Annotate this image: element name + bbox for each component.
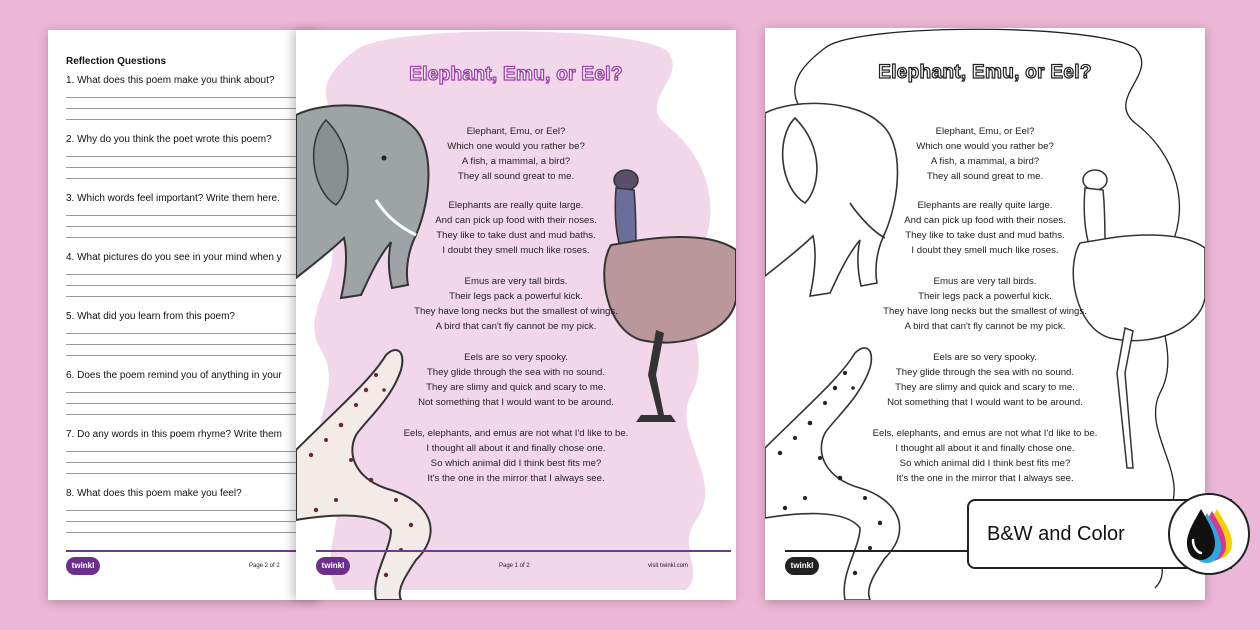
question-text: 1. What does this poem make you think about? bbox=[66, 75, 275, 86]
poem-title: Elephant, Emu, or Eel? bbox=[878, 62, 1092, 83]
poem-stanza-5: Eels, elephants, and emus are not what I'd like to be. I thought all about it and finally chose one. So which animal did I think best fits me? It's the one in the mirror that I always see. bbox=[872, 428, 1098, 484]
question-text: 3. Which words feel important? Write them here. bbox=[66, 193, 280, 204]
site-url: visit twinkl.com bbox=[648, 563, 689, 569]
page-number: Page 2 of 2 bbox=[249, 563, 280, 569]
reflection-question-2 bbox=[66, 134, 316, 179]
poem-stanza-1: Elephant, Emu, or Eel? Which one would you rather be? A fish, a mammal, a bird? They all sound great to me. bbox=[447, 126, 585, 182]
reflection-question-6 bbox=[66, 370, 316, 415]
poem-stanza-4: Eels are so very spooky. They glide through the sea with no sound. They are slimy and quick and scary to me. Not something that I would want to be around. bbox=[418, 352, 614, 408]
poem-page-color bbox=[296, 30, 736, 600]
question-text: 7. Do any words in this poem rhyme? Write them bbox=[66, 429, 283, 440]
question-text: 6. Does the poem remind you of anything in your bbox=[66, 370, 282, 381]
badge-label: B&W and Color bbox=[987, 523, 1125, 545]
footer-divider bbox=[316, 550, 731, 552]
reflection-question-5 bbox=[66, 311, 316, 356]
poem-stanza-2: Elephants are really quite large. And can pick up food with their noses. They like to take dust and mud baths. I doubt they smell much like roses. bbox=[904, 200, 1066, 256]
footer-divider bbox=[66, 550, 311, 552]
poem-title: Elephant, Emu, or Eel? bbox=[409, 64, 623, 85]
question-text: 4. What pictures do you see in your mind when y bbox=[66, 252, 282, 263]
twinkl-logo: twinkl bbox=[316, 557, 350, 575]
poem-stanza-2: Elephants are really quite large. And can pick up food with their noses. They like to take dust and mud baths. I doubt they smell much like roses. bbox=[435, 200, 597, 256]
poem-stanza-4: Eels are so very spooky. They glide through the sea with no sound. They are slimy and quick and scary to me. Not something that I would want to be around. bbox=[887, 352, 1083, 408]
question-text: 8. What does this poem make you feel? bbox=[66, 488, 242, 499]
twinkl-logo: twinkl bbox=[785, 557, 819, 575]
reflection-question-3 bbox=[66, 193, 316, 238]
page-number: Page 1 of 2 bbox=[499, 563, 530, 569]
reflection-question-7 bbox=[66, 429, 316, 474]
poem-stanza-3: Emus are very tall birds. Their legs pack a powerful kick. They have long necks but the smallest of wings. A bird that can't fly cannot be my pick. bbox=[414, 276, 618, 332]
twinkl-logo: twinkl bbox=[66, 557, 100, 575]
reflection-question-1 bbox=[66, 75, 316, 120]
question-text: 5. What did you learn from this poem? bbox=[66, 311, 235, 322]
reflection-title: Reflection Questions bbox=[66, 56, 167, 67]
poem-stanza-1: Elephant, Emu, or Eel? Which one would you rather be? A fish, a mammal, a bird? They all sound great to me. bbox=[916, 126, 1054, 182]
ink-drops-icon bbox=[1168, 493, 1250, 575]
poem-stanza-5: Eels, elephants, and emus are not what I'd like to be. I thought all about it and finally chose one. So which animal did I think best fits me? It's the one in the mirror that I always see. bbox=[403, 428, 629, 484]
question-text: 2. Why do you think the poet wrote this poem? bbox=[66, 134, 272, 145]
reflection-question-8 bbox=[66, 488, 316, 533]
poem-stanza-3: Emus are very tall birds. Their legs pack a powerful kick. They have long necks but the smallest of wings. A bird that can't fly cannot be my pick. bbox=[883, 276, 1087, 332]
reflection-question-4 bbox=[66, 252, 316, 297]
reflection-worksheet-page bbox=[48, 30, 318, 600]
footer-divider bbox=[785, 550, 975, 552]
